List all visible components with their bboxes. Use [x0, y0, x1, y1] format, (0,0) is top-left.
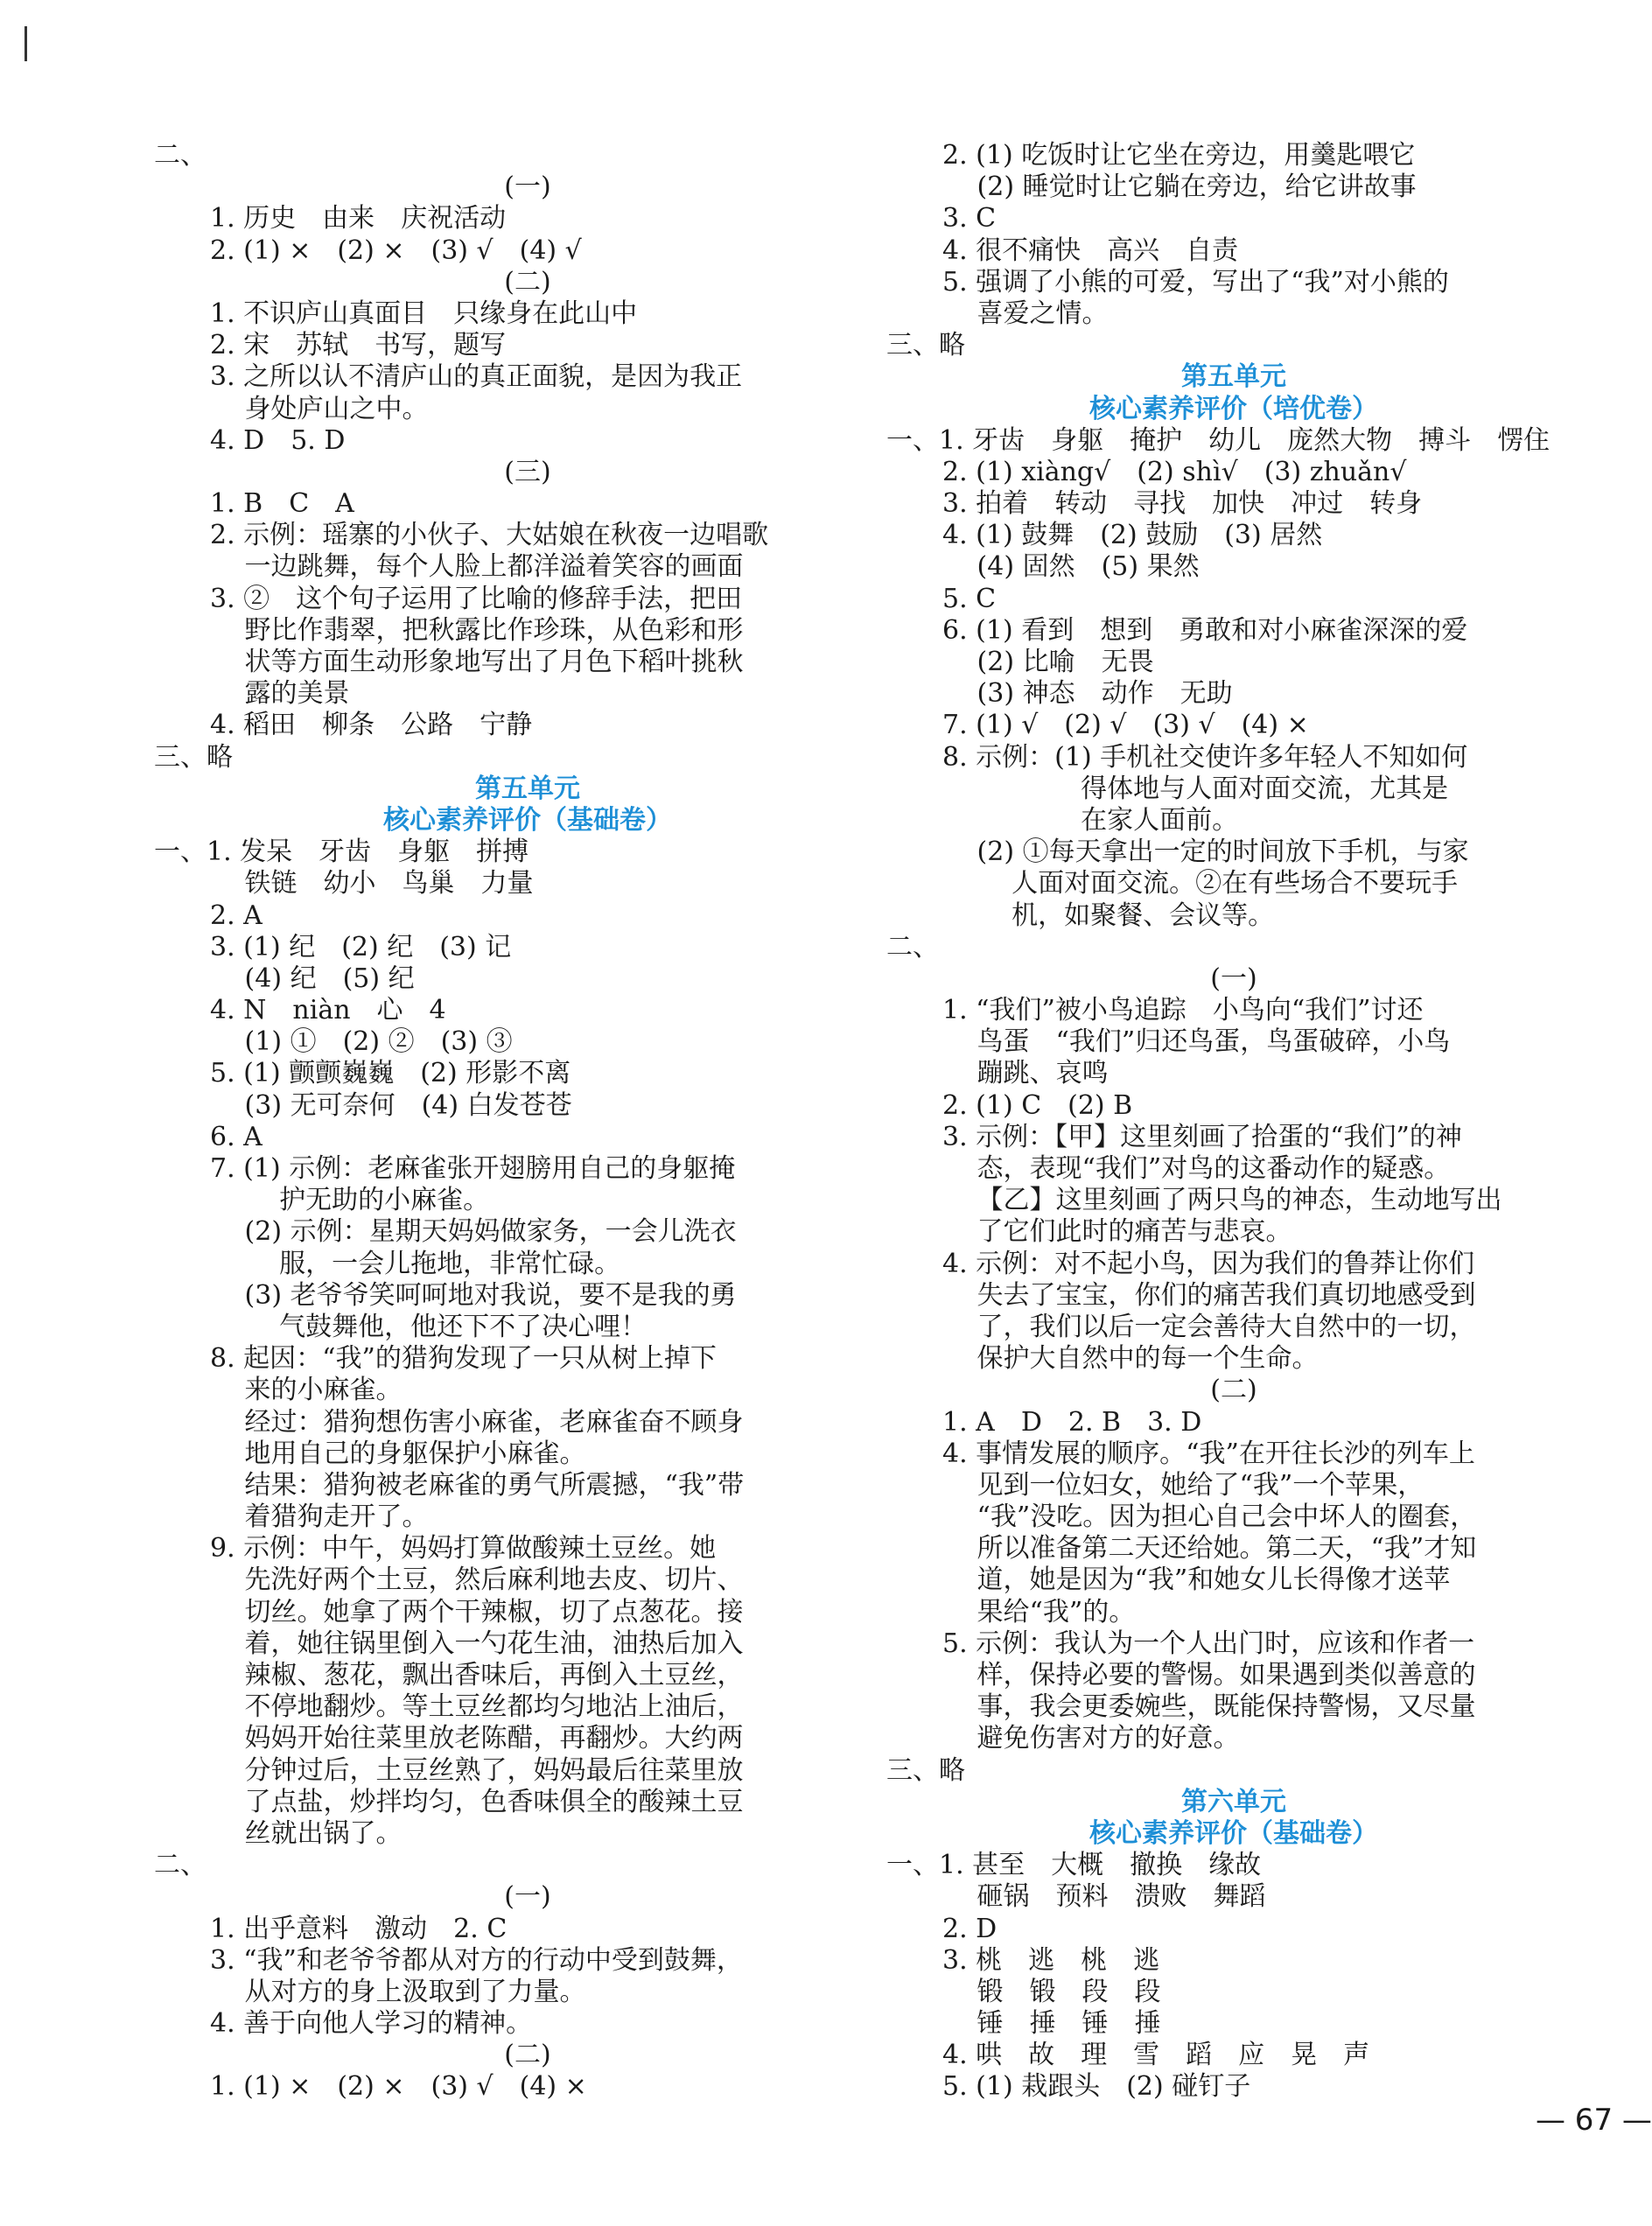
answer-line: 4. 事情发展的顺序。“我”在开往长沙的列车上 [942, 1438, 1475, 1469]
answer-line: 5. C [942, 583, 997, 614]
answer-line: 4. 稻田 柳条 公路 宁静 [210, 710, 533, 741]
answer-line: 事，我会更委婉些，既能保持警惕，又尽量 [942, 1691, 1476, 1723]
answer-line: (二) [504, 266, 551, 298]
answer-line: 4. (1) 鼓舞 (2) 鼓励 (3) 居然 [942, 520, 1323, 551]
answer-line: (3) 神态 动作 无助 [942, 678, 1233, 710]
answer-line: (一) [504, 172, 551, 203]
right-column [888, 140, 1579, 2104]
answer-line: (3) 无可奈何 (4) 白发苍苍 [210, 1089, 572, 1121]
answer-line: 5. (1) 颤颤巍巍 (2) 形影不离 [210, 1058, 571, 1089]
answer-line: 一、1. 牙齿 身躯 掩护 幼儿 庞然大物 搏斗 愣住 [886, 424, 1550, 456]
answer-line: (二) [504, 2040, 551, 2071]
answer-line: 4. 示例：对不起小鸟，因为我们的鲁莽让你们 [942, 1248, 1475, 1279]
answer-line: 从对方的身上汲取到了力量。 [210, 1976, 586, 2007]
answer-line: 失去了宝宝，你们的痛苦我们真切地感受到 [942, 1279, 1476, 1311]
answer-line: 气鼓舞他，他还下不了决心哩！ [210, 1311, 648, 1342]
answer-line: 一、1. 甚至 大概 撤换 缘故 [886, 1850, 1262, 1881]
answer-line: 切丝。她拿了两个干辣椒，切了点葱花。接 [210, 1596, 744, 1628]
answer-line: 道，她是因为“我”和她女儿长得像才送苹 [942, 1564, 1451, 1596]
answer-line: 二、 [154, 140, 206, 171]
answer-line: 三、略 [886, 1754, 965, 1786]
answer-line: 护无助的小麻雀。 [210, 1185, 490, 1216]
answer-line: 1. (1) × (2) × (3) √ (4) × [210, 2071, 587, 2103]
answer-line: (一) [504, 1881, 551, 1913]
answer-line: 辣椒、葱花，飘出香味后，再倒入土豆丝， [210, 1660, 744, 1690]
answer-line: 4. 善于向他人学习的精神。 [210, 2008, 533, 2040]
answer-line: 状等方面生动形象地写出了月色下稻叶挑秋 [210, 647, 744, 677]
answer-line: 二、 [886, 931, 939, 962]
section-heading: 第五单元 [475, 773, 580, 804]
answer-line: 8. 起因：“我”的猎狗发现了一只从树上掉下 [210, 1343, 717, 1375]
answer-line: 2. (1) C (2) B [942, 1089, 1133, 1121]
answer-line: 锤 捶 锤 捶 [942, 2008, 1161, 2040]
page-edge-mark [24, 26, 27, 61]
answer-line: 先洗好两个土豆，然后麻利地去皮、切片、 [210, 1564, 744, 1596]
answer-line: 1. 历史 由来 庆祝活动 [210, 203, 507, 234]
answer-line: 机，如聚餐、会议等。 [942, 900, 1275, 931]
answer-line: 三、略 [886, 330, 965, 361]
answer-line: 【乙】这里刻画了两只鸟的神态，生动地写出 [942, 1185, 1502, 1216]
answer-line: (一) [1210, 962, 1257, 994]
answer-line: 3. (1) 纪 (2) 纪 (3) 记 [210, 931, 512, 962]
answer-line: (2) 比喻 无畏 [942, 647, 1154, 677]
answer-line: 了它们此时的痛苦与悲哀。 [942, 1216, 1292, 1248]
answer-line: (2) 示例：星期天妈妈做家务，一会儿洗衣 [210, 1216, 737, 1248]
answer-line: 见到一位妇女，她给了“我”一个苹果， [942, 1469, 1424, 1501]
answer-line: 分钟过后，土豆丝熟了，妈妈最后往菜里放 [210, 1754, 744, 1786]
answer-line: 3. 桃 逃 桃 逃 [942, 1944, 1160, 1976]
answer-line: 1. A D 2. B 3. D [942, 1406, 1202, 1438]
answer-line: 一、1. 发呆 牙齿 身躯 拼搏 [154, 836, 529, 868]
answer-line: 所以准备第二天还给她。第二天，“我”才知 [942, 1533, 1477, 1564]
answer-line: 着，她往锅里倒入一勺花生油，油热后加入 [210, 1628, 744, 1659]
section-heading: 核心素养评价（基础卷） [1089, 1817, 1378, 1849]
answer-line: 3. C [942, 203, 997, 234]
answer-line: (4) 纪 (5) 纪 [210, 962, 415, 994]
left-column [156, 140, 900, 2104]
answer-line: 3. 示例：【甲】这里刻画了拾蛋的“我们”的神 [942, 1121, 1462, 1152]
answer-line: 5. 强调了小熊的可爱，写出了“我”对小熊的 [942, 266, 1449, 298]
answer-line: 2. D [942, 1913, 998, 1944]
answer-line: 地用自己的身躯保护小麻雀。 [210, 1438, 586, 1469]
answer-line: (1) ① (2) ② (3) ③ [210, 1026, 513, 1058]
answer-line: 人面对面交流。②在有些场合不要玩手 [942, 868, 1459, 900]
answer-line: 经过：猎狗想伤害小麻雀，老麻雀奋不顾身 [210, 1406, 744, 1438]
answer-line: 来的小麻雀。 [210, 1375, 402, 1406]
answer-line: 在家人面前。 [942, 804, 1239, 836]
answer-line: 7. (1) √ (2) √ (3) √ (4) × [942, 710, 1309, 741]
answer-line: 1. 不识庐山真面目 只缘身在此山中 [210, 298, 638, 329]
answer-line: 妈妈开始往菜里放老陈醋，再翻炒。大约两 [210, 1723, 744, 1754]
answer-line: 喜爱之情。 [942, 298, 1109, 329]
answer-line: 服，一会儿拖地，非常忙碌。 [210, 1248, 621, 1279]
answer-line: 2. 宋 苏轼 书写，题写 [210, 330, 507, 361]
answer-line: (3) 老爷爷笑呵呵地对我说，要不是我的勇 [210, 1279, 737, 1311]
answer-line: 4. N niàn 心 4 [210, 995, 446, 1026]
section-heading: 第六单元 [1181, 1786, 1286, 1817]
answer-line: 结果：猎狗被老麻雀的勇气所震撼，“我”带 [210, 1469, 745, 1501]
answer-line: 4. D 5. D [210, 424, 346, 456]
answer-line: 1. B C A [210, 488, 354, 520]
answer-line: 1. 出乎意料 激动 2. C [210, 1913, 508, 1944]
answer-line: 了点盐，炒拌均匀，色香味俱全的酸辣土豆 [210, 1786, 744, 1817]
answer-line: 露的美景 [210, 678, 350, 710]
answer-line: 果给“我”的。 [942, 1596, 1136, 1628]
answer-line: 样，保持必要的警惕。如果遇到类似善意的 [942, 1660, 1476, 1690]
section-heading: 核心素养评价（培优卷） [1089, 393, 1378, 424]
answer-line: 3. 之所以认不清庐山的真正面貌，是因为我正 [210, 361, 743, 393]
page-number: — 67 — [1536, 2103, 1652, 2138]
answer-line: 6. (1) 看到 想到 勇敢和对小麻雀深深的爱 [942, 614, 1468, 646]
answer-line: 砸锅 预料 溃败 舞蹈 [942, 1881, 1266, 1913]
answer-line: 3. ② 这个句子运用了比喻的修辞手法，把田 [210, 583, 743, 614]
answer-line: 二、 [154, 1850, 206, 1881]
answer-line: 4. 哄 故 理 雪 蹈 应 晃 声 [942, 2040, 1370, 2071]
answer-line: 1. “我们”被小鸟追踪 小鸟向“我们”讨还 [942, 995, 1424, 1026]
section-heading: 核心素养评价（基础卷） [383, 804, 672, 836]
answer-line: 保护大自然中的每一个生命。 [942, 1343, 1319, 1375]
answer-line: 丝就出锅了。 [210, 1817, 402, 1849]
answer-line: 2. 示例：瑶寨的小伙子、大姑娘在秋夜一边唱歌 [210, 520, 769, 551]
answer-line: (三) [504, 456, 551, 487]
answer-line: 铁链 幼小 鸟巢 力量 [210, 868, 534, 900]
answer-line: 3. 拍着 转动 寻找 加快 冲过 转身 [942, 488, 1423, 520]
answer-line: 着猎狗走开了。 [210, 1502, 429, 1533]
answer-line: (4) 固然 (5) 果然 [942, 551, 1200, 583]
answer-line: 2. (1) × (2) × (3) √ (4) √ [210, 234, 582, 266]
section-heading: 第五单元 [1181, 361, 1286, 393]
answer-line: 不停地翻炒。等土豆丝都均匀地沾上油后， [210, 1691, 744, 1723]
answer-line: 8. 示例：(1) 手机社交使许多年轻人不知如何 [942, 741, 1468, 773]
answer-line: 三、略 [154, 741, 233, 773]
answer-line: 2. (1) 吃饭时让它坐在旁边，用羹匙喂它 [942, 140, 1416, 171]
answer-line: 鸟蛋 “我们”归还鸟蛋，鸟蛋破碎，小鸟 [942, 1026, 1451, 1058]
answer-line: (2) ①每天拿出一定的时间放下手机，与家 [942, 836, 1469, 868]
answer-line: (2) 睡觉时让它躺在旁边，给它讲故事 [942, 172, 1417, 203]
answer-line: 2. A [210, 900, 262, 931]
answer-line: 2. (1) xiàng√ (2) shì√ (3) zhuǎn√ [942, 456, 1407, 487]
answer-line: 6. A [210, 1121, 262, 1152]
answer-line: 7. (1) 示例：老麻雀张开翅膀用自己的身躯掩 [210, 1153, 736, 1184]
answer-line: 5. 示例：我认为一个人出门时，应该和作者一 [942, 1628, 1475, 1659]
answer-line: 5. (1) 栽跟头 (2) 碰钉子 [942, 2071, 1251, 2103]
answer-line: 野比作翡翠，把秋露比作珍珠，从色彩和形 [210, 614, 744, 646]
answer-line: 得体地与人面对面交流，尤其是 [942, 773, 1449, 804]
answer-line: 3. “我”和老爷爷都从对方的行动中受到鼓舞， [210, 1944, 743, 1976]
answer-line: 9. 示例：中午，妈妈打算做酸辣土豆丝。她 [210, 1533, 717, 1564]
answer-line: 避免伤害对方的好意。 [942, 1723, 1240, 1754]
answer-line: 身处庐山之中。 [210, 393, 429, 424]
answer-line: (二) [1210, 1375, 1257, 1406]
answer-line: 4. 很不痛快 高兴 自责 [942, 234, 1239, 266]
answer-line: 了，我们以后一定会善待大自然中的一切， [942, 1311, 1476, 1342]
answer-line: 态，表现“我们”对鸟的这番动作的疑惑。 [942, 1153, 1451, 1184]
answer-line: 蹦跳、哀鸣 [942, 1058, 1109, 1089]
answer-line: 锻 锻 段 段 [942, 1976, 1161, 2007]
answer-line: “我”没吃。因为担心自己会中坏人的圈套， [942, 1502, 1477, 1533]
answer-line: 一边跳舞，每个人脸上都洋溢着笑容的画面 [210, 551, 744, 583]
